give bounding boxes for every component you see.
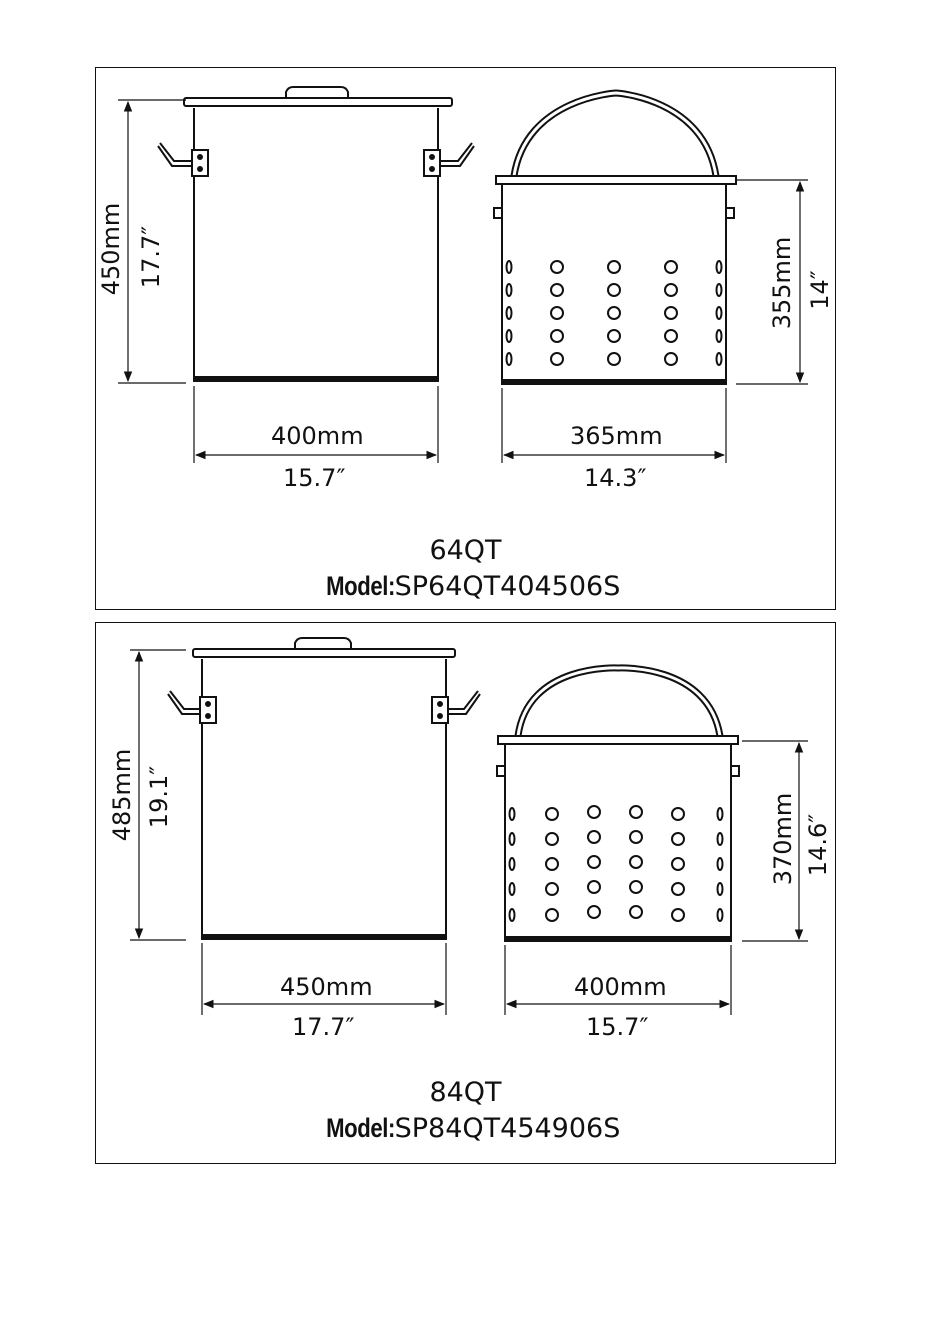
pot-width-mm-label: 450mm bbox=[280, 973, 373, 1001]
pot-height-in-label: 17.7″ bbox=[137, 225, 165, 289]
basket-height-in-label: 14″ bbox=[806, 270, 834, 310]
model-key-label: Model: bbox=[325, 1113, 395, 1143]
pot-width-in-label: 15.7″ bbox=[283, 464, 346, 492]
basket-width-in-label: 14.3″ bbox=[584, 464, 647, 492]
capacity-label: 84QT bbox=[429, 1077, 502, 1108]
pot-width-in-label: 17.7″ bbox=[292, 1013, 355, 1041]
pot-height-mm-label: 485mm bbox=[108, 748, 136, 842]
product-panel-84qt bbox=[95, 622, 836, 1164]
model-line bbox=[96, 1115, 835, 1142]
basket-height-in-label: 14.6″ bbox=[804, 813, 832, 877]
stock-pot-drawing bbox=[168, 638, 480, 939]
capacity-label: 64QT bbox=[429, 535, 502, 566]
steamer-basket-drawing bbox=[494, 93, 736, 384]
model-number: SP64QT404506S bbox=[394, 571, 621, 602]
model-line bbox=[96, 573, 835, 600]
basket-height-mm-label: 370mm bbox=[769, 792, 797, 886]
pot-height-in-label: 19.1″ bbox=[145, 765, 173, 829]
basket-width-mm-label: 365mm bbox=[570, 422, 663, 450]
stock-pot-drawing bbox=[158, 87, 474, 381]
steamer-basket-drawing bbox=[497, 668, 739, 941]
pot-width-mm-label: 400mm bbox=[271, 422, 364, 450]
basket-width-in-label: 15.7″ bbox=[586, 1013, 649, 1041]
basket-height-mm-label: 355mm bbox=[768, 236, 796, 330]
pot-height-mm-label: 450mm bbox=[97, 202, 125, 296]
model-number: SP84QT454906S bbox=[394, 1113, 621, 1144]
product-panel-64qt bbox=[95, 67, 836, 610]
basket-width-mm-label: 400mm bbox=[574, 973, 667, 1001]
model-key-label: Model: bbox=[325, 571, 395, 601]
dimension-drawing bbox=[96, 68, 837, 611]
